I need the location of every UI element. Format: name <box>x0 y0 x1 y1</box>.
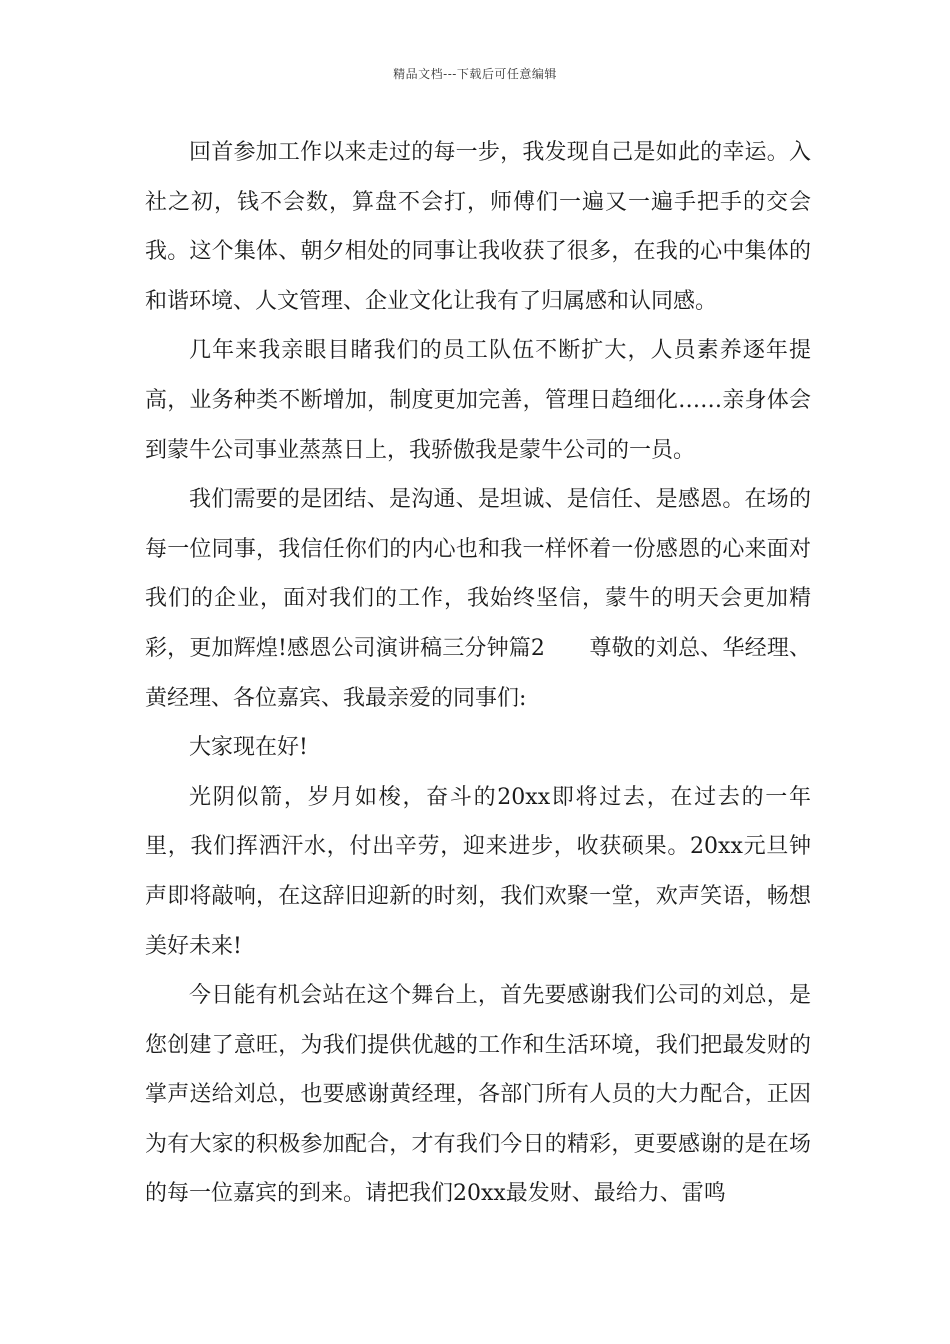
document-body <box>145 128 811 1219</box>
paragraph-6: 今日能有机会站在这个舞台上，首先要感谢我们公司的刘总，是您创建了意旺，为我们提供优越的工作和生活环境，我们把最发财的掌声送给刘总，也要感谢黄经理，各部门所有人员的大力配合，正因为有大家的积极参加配合，才有我们今日的精彩，更要感谢的是在场的每一位嘉宾的到来。请把我们20xx最发财、最给力、雷鸣 <box>145 983 811 1207</box>
paragraph-2: 几年来我亲眼目睹我们的员工队伍不断扩大，人员素养逐年提高，业务种类不断增加，制度更加完善，管理日趋细化……亲身体会到蒙牛公司事业蒸蒸日上，我骄傲我是蒙牛公司的一员。 <box>145 338 811 463</box>
paragraph-4: 大家现在好! <box>189 735 308 761</box>
paragraph-5: 光阴似箭，岁月如梭，奋斗的20xx即将过去，在过去的一年里，我们挥洒汗水，付出辛劳，迎来进步，收获硕果。20xx元旦钟声即将敲响，在这辞旧迎新的时刻，我们欢聚一堂，欢声笑语，畅想美好未来! <box>145 784 811 959</box>
paragraph-1: 回首参加工作以来走过的每一步，我发现自己是如此的幸运。入社之初，钱不会数，算盘不会打，师傅们一遍又一遍手把手的交会我。这个集体、朝夕相处的同事让我收获了很多，在我的心中集体的和谐环境、人文管理、企业文化让我有了归属感和认同感。 <box>145 140 811 314</box>
paragraph-3: 我们需要的是团结、是沟通、是坦诚、是信任、是感恩。在场的每一位同事，我信任你们的内心也和我一样怀着一份感恩的心来面对我们的企业，面对我们的工作，我始终坚信，蒙牛的明天会更加精彩，更加辉煌!感恩公司演讲稿三分钟篇2 尊敬的刘总、华经理、黄经理、各位嘉宾、我最亲爱的同事们: <box>145 487 811 711</box>
page-header: 精品文档---下载后可任意编辑 <box>393 67 557 81</box>
